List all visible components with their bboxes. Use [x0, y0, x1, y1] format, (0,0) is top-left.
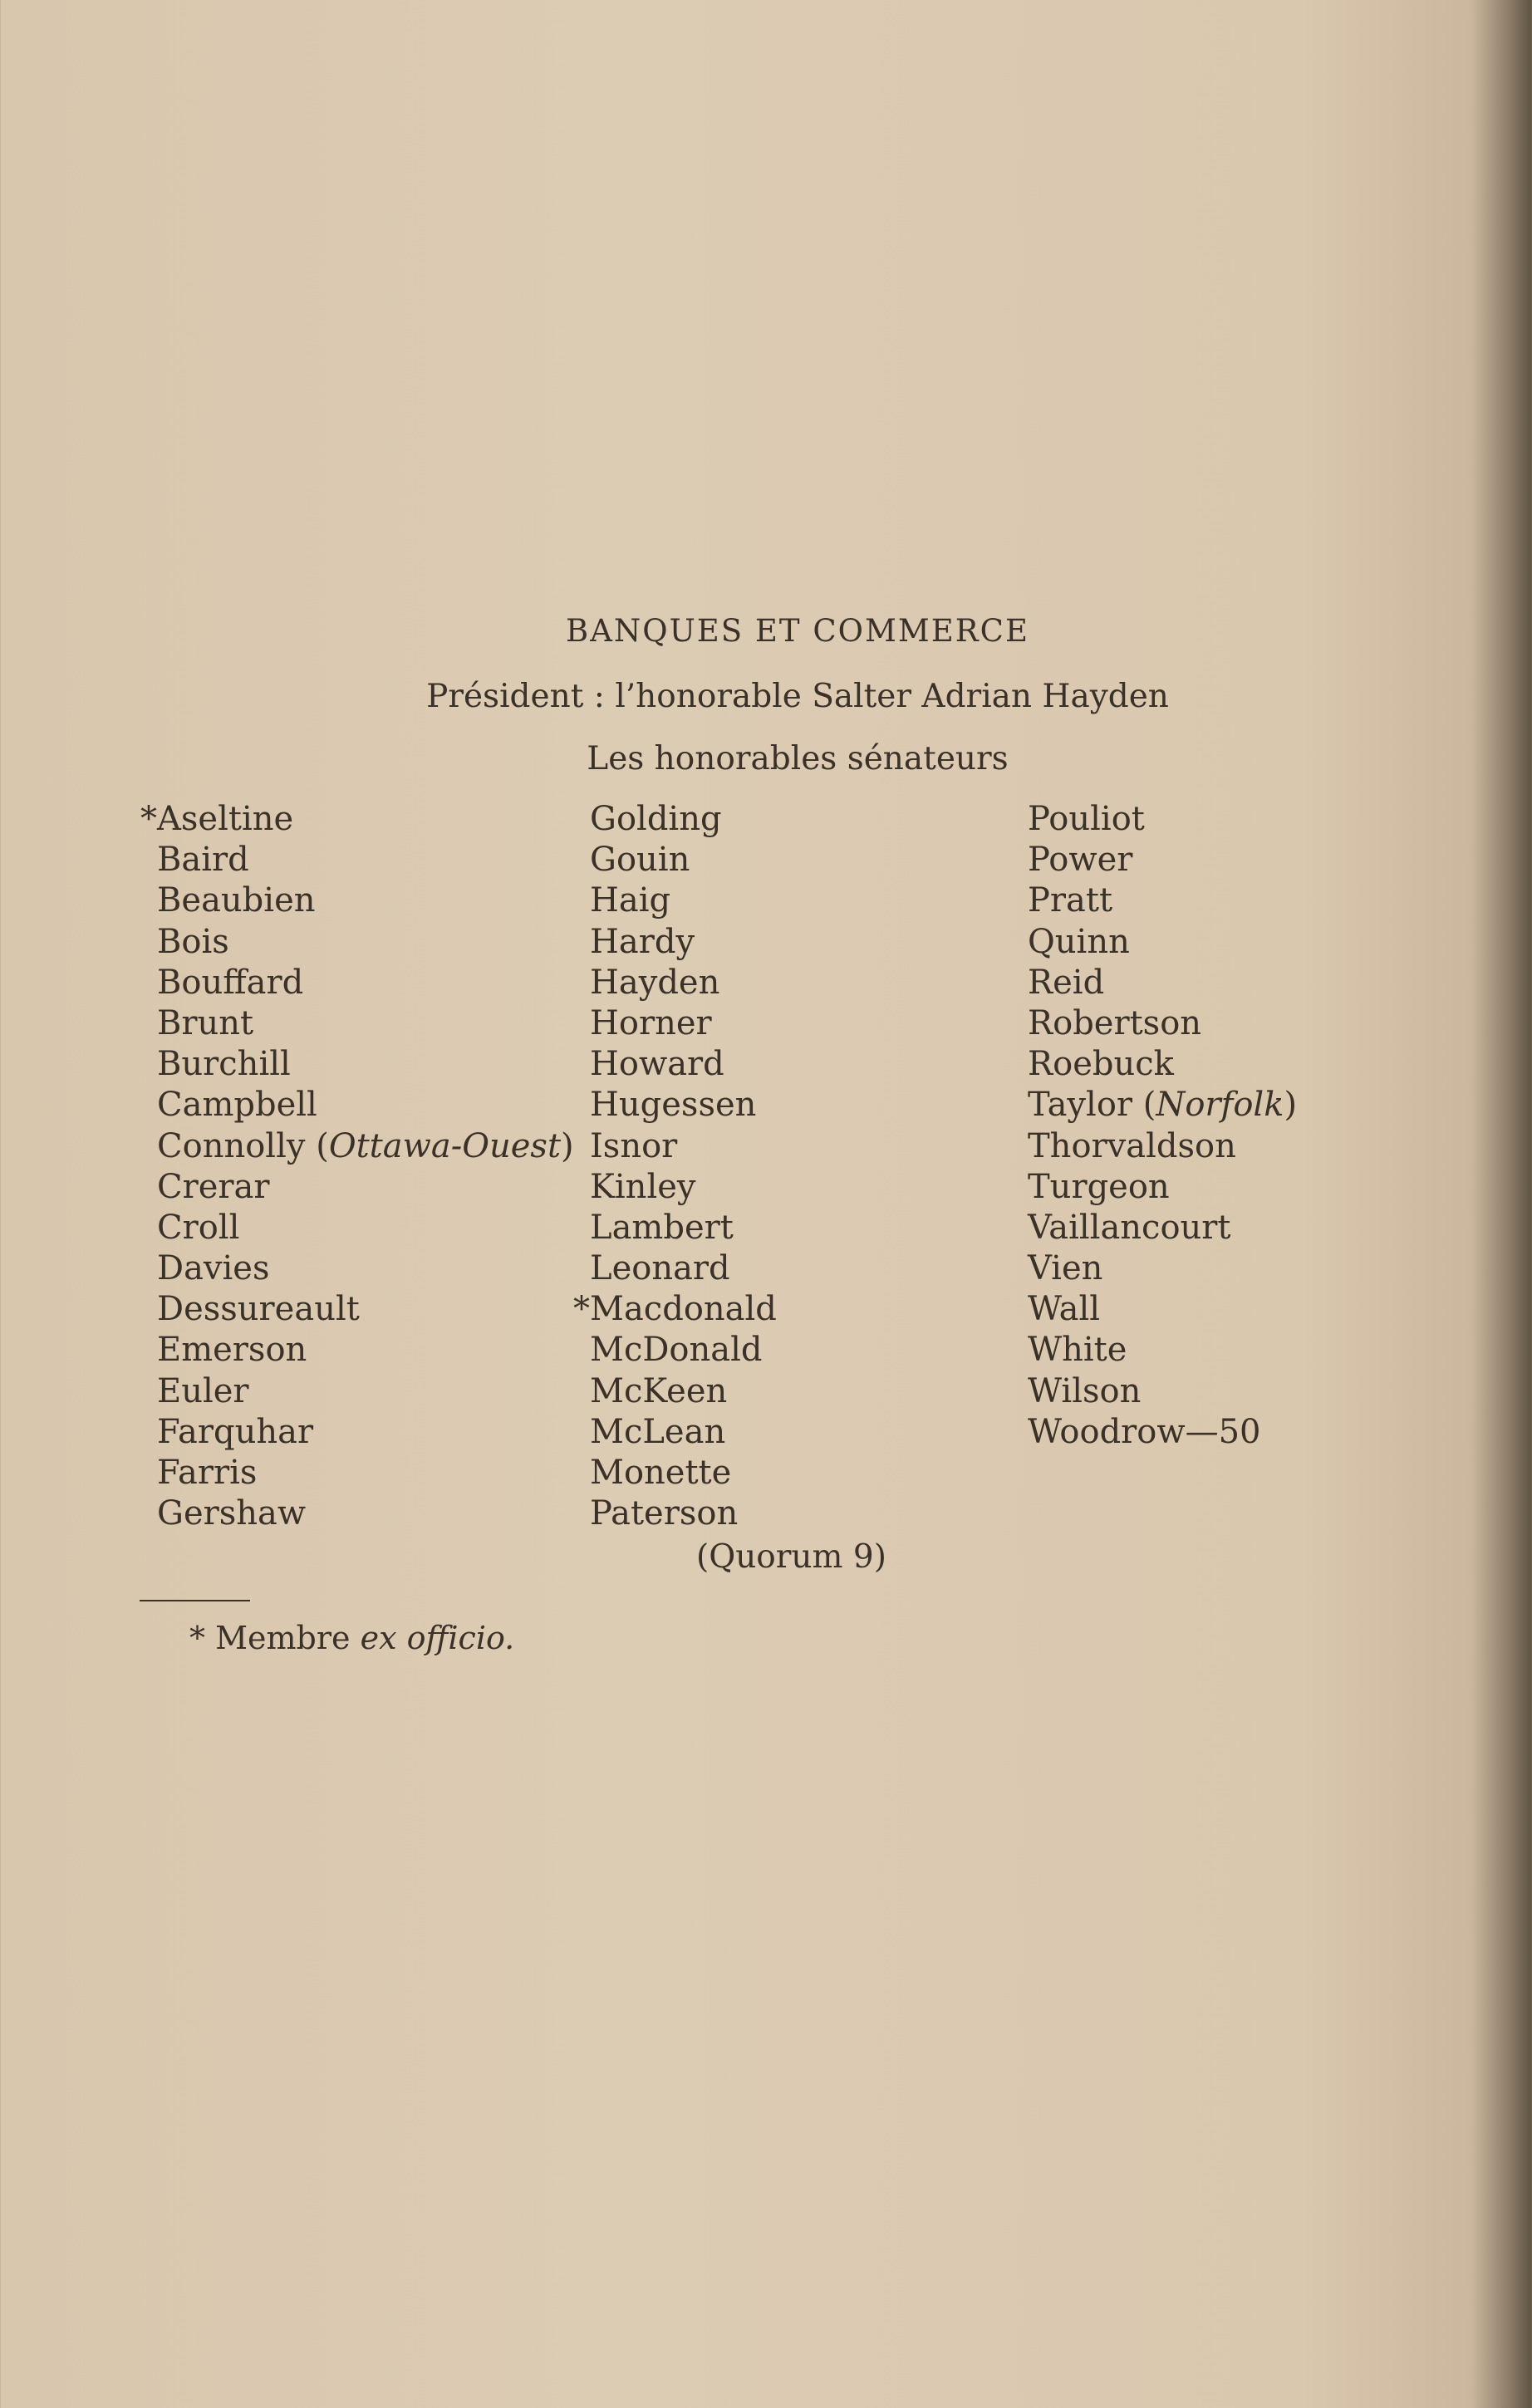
ex-officio-marker: *: [140, 800, 157, 838]
senator-surname: Gouin: [590, 841, 690, 880]
senator-surname: Roebuck: [1028, 1045, 1174, 1084]
senator-name: [1008, 1208, 1297, 1248]
senator-surname: Campbell: [157, 1086, 317, 1125]
senator-surname: Brunt: [157, 1003, 254, 1042]
senator-surname: Taylor: [1028, 1086, 1133, 1125]
senator-surname: Lambert: [590, 1208, 734, 1247]
senator-name: [137, 1085, 574, 1126]
senator-surname: Aseltine: [157, 800, 294, 838]
senator-surname: Farris: [157, 1454, 258, 1492]
senator-surname: Reid: [1028, 963, 1105, 1002]
senator-column-3: [1008, 799, 1297, 1453]
senator-surname: Dessureault: [157, 1290, 360, 1329]
senator-name: [137, 880, 574, 921]
senator-name: [570, 1453, 777, 1493]
senator-name: [137, 1044, 574, 1085]
senator-name: [570, 1085, 777, 1126]
senator-name: [570, 1248, 777, 1289]
senator-name: [570, 1493, 777, 1534]
senator-surname: Leonard: [590, 1249, 730, 1288]
senator-surname: Vien: [1028, 1249, 1103, 1288]
senator-name: Taylor (Norfolk): [1028, 1086, 1298, 1125]
senator-surname: Croll: [157, 1208, 240, 1247]
ex-officio-marker: *: [573, 1290, 590, 1329]
senator-surname: McKeen: [590, 1371, 728, 1410]
senator-name: [570, 1208, 777, 1248]
senator-surname: Robertson: [1028, 1003, 1202, 1042]
senator-surname: Beaubien: [157, 881, 316, 920]
senator-name: [1008, 1126, 1297, 1167]
senator-surname: McDonald: [590, 1331, 763, 1370]
senator-surname: Burchill: [157, 1045, 291, 1084]
senator-name: [137, 922, 574, 963]
quorum-note: (Quorum 9): [696, 1538, 886, 1576]
senator-name: [1008, 922, 1297, 963]
senator-column-2: [570, 799, 777, 1534]
senator-surname: Kinley: [590, 1167, 696, 1206]
senator-name: [1008, 1330, 1297, 1371]
senator-surname: Wall: [1028, 1290, 1101, 1329]
senators-subheading: Les honorables sénateurs: [587, 740, 1009, 777]
senator-surname: Turgeon: [1028, 1167, 1170, 1206]
senator-name: [1008, 880, 1297, 921]
senator-surname: Baird: [157, 841, 249, 880]
senator-name: [137, 799, 574, 840]
senator-name: [1008, 1412, 1297, 1453]
senator-name: [1008, 799, 1297, 840]
senator-surname: Haig: [590, 881, 671, 920]
senator-surname: McLean: [590, 1412, 726, 1451]
senator-name: [137, 1371, 574, 1412]
senator-name: Connolly (Ottawa-Ouest): [157, 1126, 574, 1165]
senator-surname: Hardy: [590, 922, 695, 961]
senator-surname: Monette: [590, 1454, 732, 1492]
senator-surname: Bouffard: [157, 963, 304, 1002]
senator-name: [1008, 1371, 1297, 1412]
footnote-text: * Membre: [189, 1620, 361, 1656]
senator-column-1: [137, 799, 574, 1534]
senator-name: [570, 799, 777, 840]
senator-surname: Woodrow—50: [1028, 1412, 1261, 1451]
senator-surname: Hugessen: [590, 1086, 757, 1125]
senator-surname: Euler: [157, 1371, 249, 1410]
senator-name: [137, 840, 574, 880]
senator-name: [570, 1371, 777, 1412]
senator-name: [1008, 1167, 1297, 1208]
senator-surname: Davies: [157, 1249, 270, 1288]
senator-surname: Thorvaldson: [1028, 1126, 1236, 1165]
senator-surname: Bois: [157, 922, 229, 961]
senator-name: [570, 1412, 777, 1453]
senator-surname: Pratt: [1028, 881, 1113, 920]
senator-division: Ottawa-Ouest: [328, 1126, 562, 1165]
senator-name: [570, 1044, 777, 1085]
senator-surname: Golding: [590, 800, 722, 838]
senator-name: [570, 922, 777, 963]
senator-surname: Emerson: [157, 1331, 307, 1370]
senator-name: [570, 1126, 777, 1167]
senator-name: [570, 963, 777, 1003]
senator-name: [1008, 1248, 1297, 1289]
senator-name: [137, 963, 574, 1003]
senator-surname: Crerar: [157, 1167, 270, 1206]
president-line: Président : l’honorable Salter Adrian Hayden: [426, 678, 1169, 715]
senator-division: Norfolk: [1156, 1086, 1284, 1125]
committee-heading: BANQUES ET COMMERCE: [566, 613, 1029, 649]
senator-name: [137, 1412, 574, 1453]
senator-name: [137, 1003, 574, 1044]
senator-surname: Macdonald: [590, 1290, 777, 1329]
senator-name: [570, 1003, 777, 1044]
footnote-rule: [140, 1600, 250, 1601]
senator-surname: Hayden: [590, 963, 720, 1002]
senator-name: [570, 1167, 777, 1208]
senator-surname: Quinn: [1028, 922, 1130, 961]
footnote: [189, 1620, 514, 1656]
senator-name: [570, 1330, 777, 1371]
senator-surname: Howard: [590, 1045, 724, 1084]
senator-name: [1008, 1044, 1297, 1085]
senator-name: [137, 1248, 574, 1289]
senator-name: [1008, 1003, 1297, 1044]
senator-surname: Paterson: [590, 1494, 739, 1533]
senator-surname: Vaillancourt: [1028, 1208, 1231, 1247]
senator-name: [137, 1208, 574, 1248]
senator-surname: Wilson: [1028, 1371, 1142, 1410]
senator-surname: Pouliot: [1028, 800, 1145, 838]
senator-name: [1008, 1289, 1297, 1330]
senator-name: [1008, 840, 1297, 880]
senator-name: [137, 1289, 574, 1330]
senator-surname: Horner: [590, 1003, 712, 1042]
senator-surname: Gershaw: [157, 1494, 307, 1533]
senator-name: [137, 1453, 574, 1493]
senator-name: [137, 1493, 574, 1534]
senator-name: [1008, 963, 1297, 1003]
senator-surname: Connolly: [157, 1126, 306, 1165]
senator-surname: Isnor: [590, 1126, 678, 1165]
senator-surname: Farquhar: [157, 1412, 314, 1451]
senator-surname: White: [1028, 1331, 1127, 1370]
senator-name: [570, 1289, 777, 1330]
senator-name: [137, 1330, 574, 1371]
senator-name: [570, 840, 777, 880]
senator-surname: Power: [1028, 841, 1133, 880]
senator-name: [570, 880, 777, 921]
footnote-italic: ex officio.: [360, 1620, 515, 1656]
senator-name: [137, 1167, 574, 1208]
